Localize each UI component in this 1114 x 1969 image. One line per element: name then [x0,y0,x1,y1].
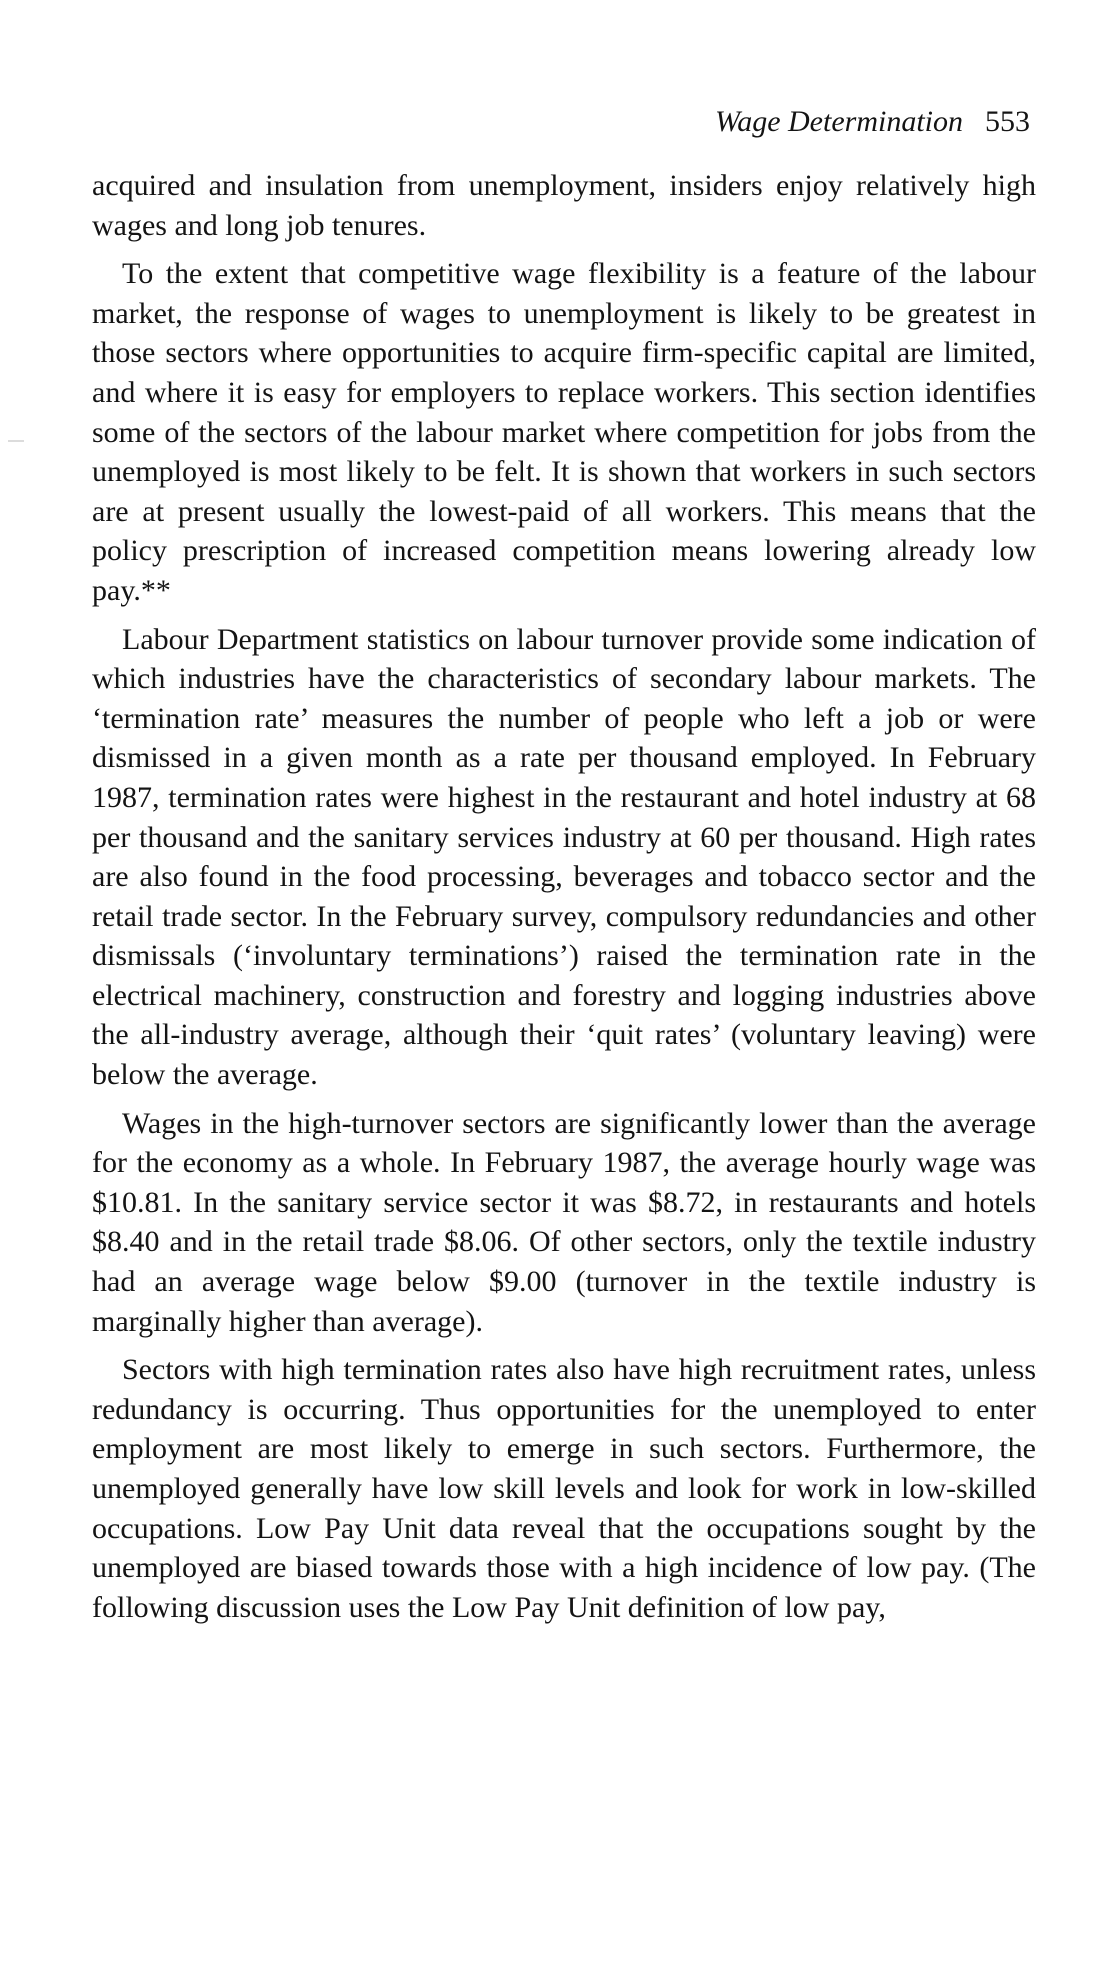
paragraph-competitive-wage-flexibility: To the extent that competitive wage flexibility is a feature of the labour market, the response of wages to unemployment is likely to be greatest in those sectors where opportunities to acquire firm-specific capital are limited, and where it is easy for employers to replace workers. This section identifies some of the sectors of the labour market where competition for jobs from the unemployed is most likely to be felt. It is shown that workers in such sectors are at present usually the lowest-paid of all workers. This means that the policy prescription of increased competition means lowering already low pay.** [92,257,1036,607]
body-text [92,166,1036,1627]
paragraph-high-turnover-wages: Wages in the high-turnover sectors are significantly lower than the average for the economy as a whole. In February 1987, the average hourly wage was $10.81. In the sanitary service sector it was $8.72, in restaurants and hotels $8.40 and in the retail trade $8.06. Of other sectors, only the textile industry had an average wage below $9.00 (turnover in the textile industry is marginally higher than average). [92,1106,1036,1338]
paragraph-labour-turnover: Labour Department statistics on labour turnover provide some indication of which industries have the characteristics of secondary labour markets. The ‘termination rate’ measures the number of people who left a job or were dismissed in a given month as a rate per thousand employed. In February 1987, termination rates were highest in the restaurant and hotel industry at 68 per thousand and the sanitary services industry at 60 per thousand. High rates are also found in the food processing, beverages and tobacco sector and the retail trade sector. In the February survey, compulsory redundancies and other dismissals (‘involuntary terminations’) raised the termination rate in the electrical machinery, construction and forestry and logging industries above the all-industry average, although their ‘quit rates’ (voluntary leaving) were below the average. [92,622,1036,1092]
running-title: Wage Determination [714,105,963,138]
page-number: 553 [985,105,1030,138]
scan-artifact [8,440,24,442]
paragraph-recruitment-rates: Sectors with high termination rates also have high recruitment rates, unless redundancy is occurring. Thus opportunities for the unemployed to enter employment are most likely to emerge in such sectors. Furthermore, the unemployed generally have low skill levels and look for work in low-skilled occupations. Low Pay Unit data reveal that the occupations sought by the unemployed are biased towards those with a high incidence of low pay. (The following discussion uses the Low Pay Unit definition of low pay, [92,1353,1036,1624]
running-head [715,104,1030,140]
paragraph-continued: acquired and insulation from unemployment, insiders enjoy relatively high wages and long job tenures. [92,169,1036,242]
